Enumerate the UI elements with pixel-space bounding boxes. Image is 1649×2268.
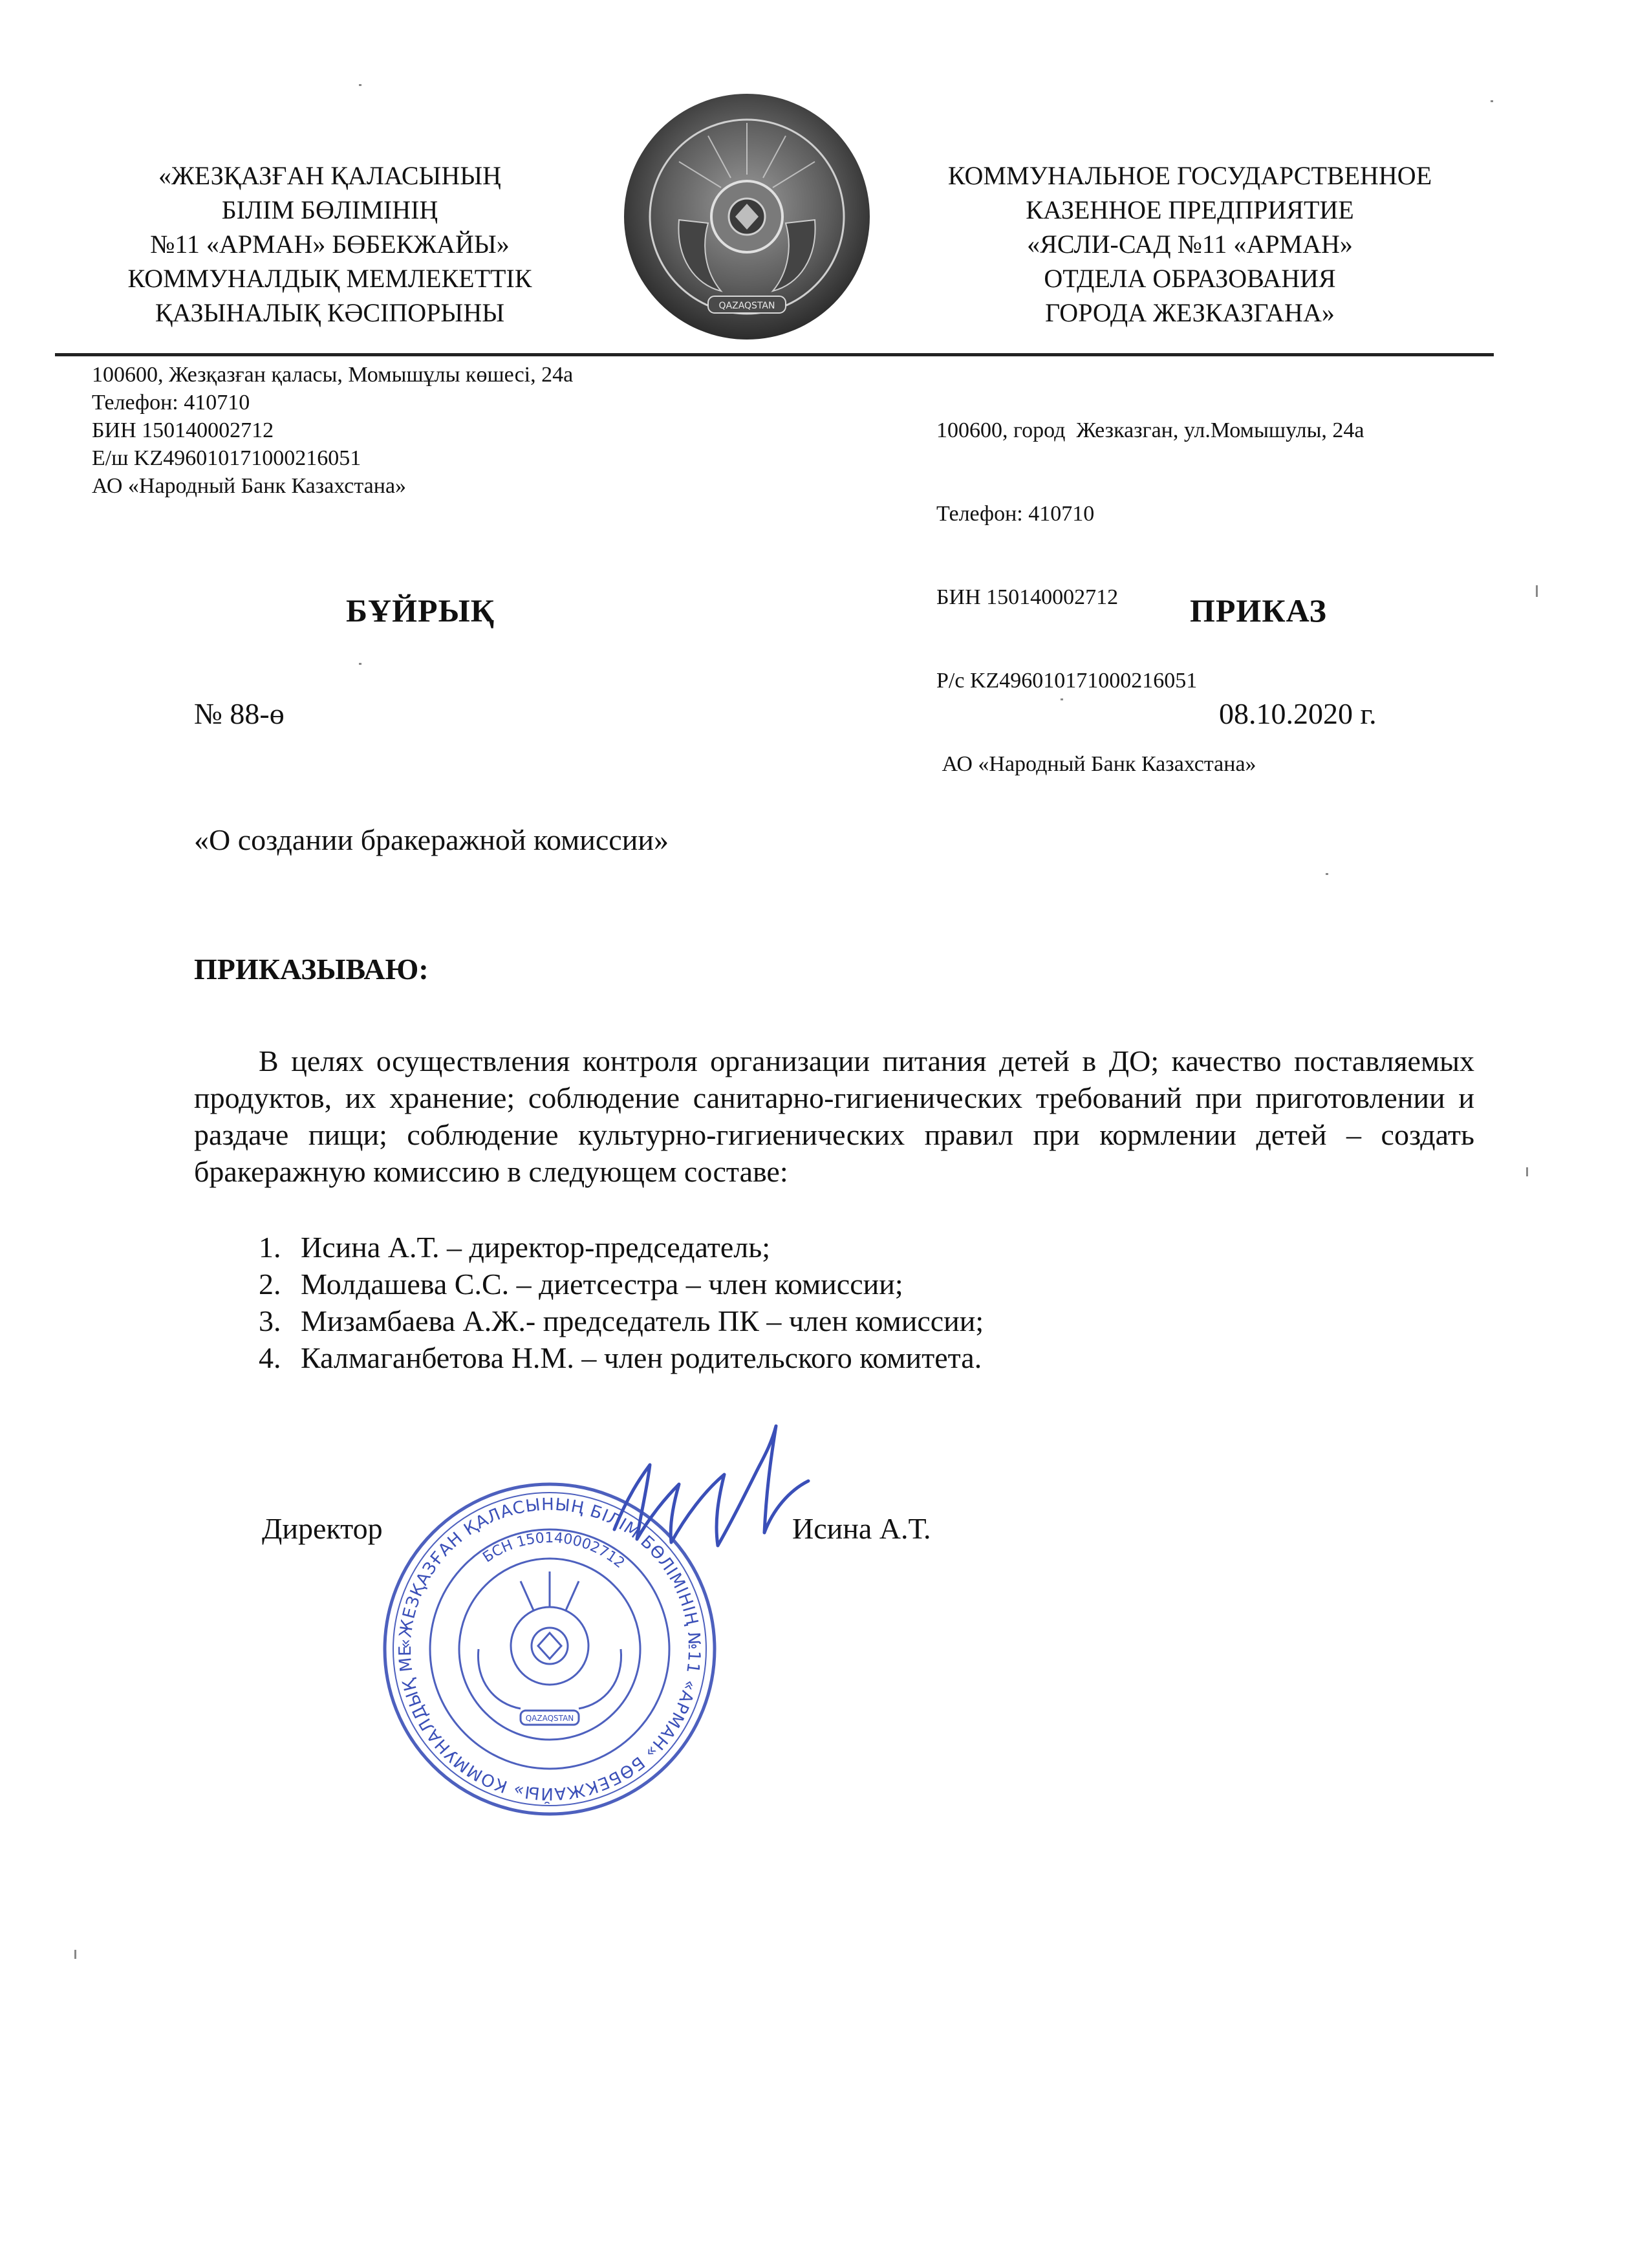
list-item-number: 2.: [259, 1268, 281, 1301]
org-name-kz-line: БІЛІМ БӨЛІМІНІҢ: [221, 195, 438, 224]
address-ru: [936, 361, 1518, 806]
order-directive: ПРИКАЗЫВАЮ:: [194, 953, 429, 986]
stamp-emblem-label: QAZAQSTAN: [525, 1714, 574, 1723]
emblem-label: QAZAQSTAN: [718, 301, 775, 311]
order-title-ru: ПРИКАЗ: [1190, 592, 1327, 629]
address-kz: [92, 361, 803, 500]
scan-speck: [1326, 873, 1328, 875]
org-name-ru-line: ОТДЕЛА ОБРАЗОВАНИЯ: [1044, 264, 1336, 293]
address-kz-line: 100600, Жезқазған қаласы, Момышұлы көшесі, 24а: [92, 363, 574, 387]
order-paragraph: В целях осуществления контроля организации питания детей в ДО; качество поставляемых продуктов, их хранение; соблюдение санитарно-гигиенических требований при приготовлении и раздаче пищи; соблюдение культурно-гигиенических правил при кормлении детей – создать бракеражную комиссию в следующем составе:: [194, 1044, 1474, 1188]
signature-name: Исина А.Т.: [792, 1512, 931, 1545]
org-name-kz-line: ҚАЗЫНАЛЫҚ КӘСІПОРЫНЫ: [155, 298, 505, 327]
list-item-text: Калмаганбетова Н.М. – член родительского комитета.: [301, 1341, 982, 1374]
order-number: № 88-ө: [194, 697, 285, 730]
state-emblem: [618, 91, 876, 343]
list-item-number: 4.: [259, 1341, 281, 1374]
scan-speck: [1491, 100, 1493, 102]
stamp-bin-text: БСН 150140002712: [480, 1529, 628, 1572]
address-ru-line: 100600, город Жезказган, ул.Момышулы, 24а: [936, 418, 1364, 442]
org-name-ru-line: ГОРОДА ЖЕЗКАЗГАНА»: [1045, 298, 1335, 327]
list-item-text: Исина А.Т. – директор-председатель;: [301, 1231, 770, 1264]
list-item-number: 1.: [259, 1231, 281, 1264]
address-kz-line: АО «Народный Банк Казахстана»: [92, 474, 407, 498]
scan-speck: [1061, 698, 1063, 700]
commission-list: [259, 1229, 1423, 1376]
stamp-outer-text: «ЖЕЗҚАЗҒАН ҚАЛАСЫНЫҢ БІЛІМ БӨЛІМІНІҢ №11 «АРМАН» БӨБЕКЖАЙЫ» КОММУНАЛДЫҚ МЕ: [395, 1495, 704, 1804]
order-date: 08.10.2020 г.: [1219, 697, 1377, 730]
list-item: [259, 1302, 1423, 1339]
signature-position: Директор: [262, 1512, 383, 1545]
list-item: [259, 1339, 1423, 1376]
list-item: [259, 1266, 1423, 1302]
org-name-ru-line: КАЗЕННОЕ ПРЕДПРИЯТИЕ: [1026, 195, 1354, 224]
address-ru-line: Р/с KZ496010171000216051: [936, 669, 1198, 693]
address-ru-line: АО «Народный Банк Казахстана»: [936, 752, 1256, 776]
handwritten-signature: [601, 1420, 821, 1568]
org-name-ru-line: «ЯСЛИ-САД №11 «АРМАН»: [1027, 230, 1353, 259]
address-kz-line: БИН 150140002712: [92, 418, 274, 442]
scan-speck: [1536, 585, 1538, 597]
order-subject: «О создании бракеражной комиссии»: [194, 823, 669, 856]
list-item-text: Молдашева С.С. – диетсестра – член комиссии;: [301, 1268, 903, 1301]
address-ru-line: Телефон: 410710: [936, 502, 1095, 526]
scan-speck: [359, 84, 361, 86]
address-ru-line: БИН 150140002712: [936, 585, 1119, 609]
scan-speck: [74, 1950, 76, 1959]
list-item: [259, 1229, 1423, 1266]
scan-speck: [1526, 1167, 1528, 1176]
list-item-text: Мизамбаева А.Ж.- председатель ПК – член комиссии;: [301, 1304, 984, 1337]
org-name-kz-line: «ЖЕЗҚАЗҒАН ҚАЛАСЫНЫҢ: [158, 161, 502, 190]
org-name-ru-line: КОММУНАЛЬНОЕ ГОСУДАРСТВЕННОЕ: [947, 161, 1432, 190]
order-title-kz: БҰЙРЫҚ: [346, 592, 495, 629]
org-name-kz-line: №11 «АРМАН» БӨБЕКЖАЙЫ»: [150, 230, 510, 259]
address-kz-line: Е/ш KZ496010171000216051: [92, 446, 361, 470]
org-name-kz-line: КОММУНАЛДЫҚ МЕМЛЕКЕТТІК: [127, 264, 532, 293]
address-kz-line: Телефон: 410710: [92, 391, 250, 415]
org-name-kz: [78, 158, 582, 330]
list-item-number: 3.: [259, 1304, 281, 1337]
scan-speck: [359, 663, 361, 665]
header-divider: [55, 353, 1494, 356]
org-name-ru: [892, 158, 1487, 330]
